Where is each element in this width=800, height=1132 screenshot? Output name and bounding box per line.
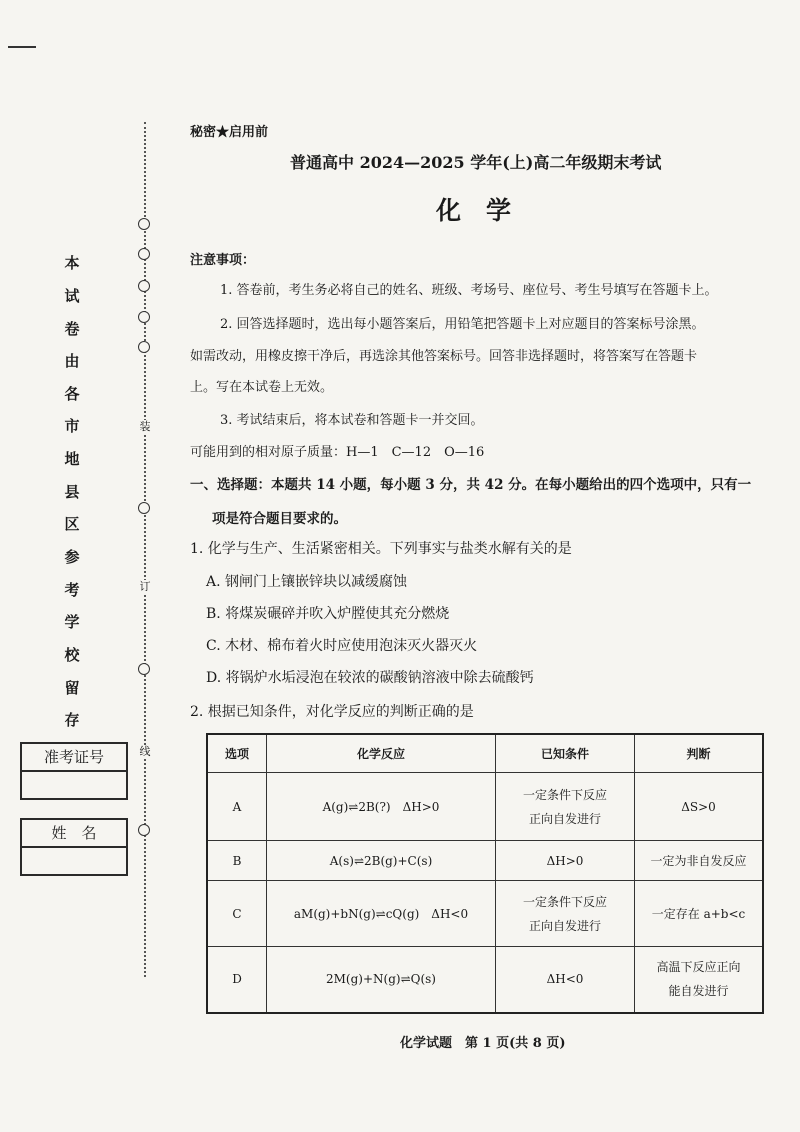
row-reaction: aM(g)+bN(g)⇌cQ(g) ΔH<0 — [267, 881, 496, 947]
q1-option-d: D. 将锅炉水垢浸泡在较浓的碳酸钠溶液中除去硫酸钙 — [206, 670, 534, 686]
subject-title: 化 学 — [436, 196, 512, 225]
row-condition: ΔH>0 — [496, 841, 635, 881]
note-2-cont: 如需改动，用橡皮擦干净后，再选涂其他答案标号。回答非选择题时，将答案写在答题卡 — [190, 349, 698, 364]
condition-line: 一定条件下反应 — [522, 894, 607, 909]
notice-char: 区 — [64, 515, 80, 533]
condition-line: 一定条件下反应 — [522, 787, 607, 802]
notice-char: 由 — [64, 352, 80, 370]
section1-title-cont: 项是符合题目要求的。 — [212, 511, 347, 527]
row-reaction: A(g)⇌2B(?) ΔH>0 — [267, 773, 496, 841]
q2-stem: 2. 根据已知条件，对化学反应的判断正确的是 — [190, 704, 474, 720]
binding-hole — [138, 502, 150, 514]
exam-id-box[interactable] — [20, 742, 128, 800]
row-judgement: 一定为非自发反应 — [635, 841, 764, 881]
col-judgement: 判断 — [635, 734, 764, 773]
q2-table — [206, 733, 764, 1014]
table-header-row — [207, 734, 763, 773]
notice-char: 各 — [64, 385, 80, 403]
q1-option-b: B. 将煤炭碾碎并吹入炉膛使其充分燃烧 — [206, 606, 450, 622]
row-option: A — [207, 773, 267, 841]
atomic-mass: 可能用到的相对原子质量：H—1 C—12 O—16 — [190, 445, 485, 460]
col-option: 选项 — [207, 734, 267, 773]
secret-label: 秘密★启用前 — [190, 125, 269, 140]
row-option: B — [207, 841, 267, 881]
name-label: 姓 名 — [22, 820, 126, 848]
note-2-end: 上。写在本试卷上无效。 — [190, 380, 334, 395]
q1-stem: 1. 化学与生产、生活紧密相关。下列事实与盐类水解有关的是 — [190, 541, 572, 557]
q1-option-a: A. 钢闸门上镶嵌锌块以减缓腐蚀 — [206, 574, 408, 590]
q1-option-c: C. 木材、棉布着火时应使用泡沫灭火器灭火 — [206, 638, 478, 654]
binding-hole — [138, 663, 150, 675]
row-option: C — [207, 881, 267, 947]
corner-mark — [8, 46, 36, 48]
exam-title: 普通高中 2024—2025 学年(上)高二年级期末考试 — [290, 153, 662, 172]
row-judgement — [635, 947, 764, 1013]
table-row — [207, 881, 763, 947]
name-box[interactable] — [20, 818, 128, 876]
binding-hole — [138, 341, 150, 353]
binding-hole — [138, 311, 150, 323]
binding-char-xian: 线 — [139, 745, 151, 758]
condition-line: 正向自发进行 — [528, 811, 601, 826]
section1-title: 一、选择题：本题共 14 小题，每小题 3 分，共 42 分。在每小题给出的四个选项中，只有一 — [190, 477, 752, 493]
note-2: 2. 回答选择题时，选出每小题答案后，用铅笔把答题卡上对应题目的答案标号涂黑。 — [220, 317, 705, 332]
notice-char: 参 — [64, 548, 80, 566]
row-reaction: 2M(g)+N(g)⇌Q(s) — [267, 947, 496, 1013]
note-3: 3. 考试结束后，将本试卷和答题卡一并交回。 — [220, 413, 484, 428]
binding-hole — [138, 824, 150, 836]
notice-char: 留 — [64, 679, 80, 697]
table-row — [207, 947, 763, 1013]
notice-char: 市 — [64, 417, 80, 435]
row-option: D — [207, 947, 267, 1013]
notice-char: 校 — [64, 646, 80, 664]
notice-char: 本 — [64, 254, 80, 272]
binding-hole — [138, 218, 150, 230]
page-footer: 化学试题 第 1 页(共 8 页) — [400, 1036, 566, 1051]
notice-char: 存 — [64, 711, 80, 729]
binding-hole — [138, 280, 150, 292]
condition-line: 正向自发进行 — [528, 918, 601, 933]
notice-char: 学 — [64, 613, 80, 631]
col-condition: 已知条件 — [496, 734, 635, 773]
col-reaction: 化学反应 — [267, 734, 496, 773]
notice-char: 县 — [64, 483, 80, 501]
notice-char: 卷 — [64, 320, 80, 338]
binding-char-ding: 订 — [139, 580, 151, 593]
notice-char: 地 — [64, 450, 80, 468]
notice-char: 考 — [64, 581, 80, 599]
row-reaction: A(s)⇌2B(g)+C(s) — [267, 841, 496, 881]
row-judgement: 一定存在 a+b<c — [635, 881, 764, 947]
notes-heading: 注意事项： — [190, 253, 256, 268]
binding-hole — [138, 248, 150, 260]
judgement-line: 能自发进行 — [668, 984, 729, 999]
row-condition — [496, 773, 635, 841]
row-condition: ΔH<0 — [496, 947, 635, 1013]
binding-char-zhuang: 装 — [139, 420, 151, 433]
judgement-line: 高温下反应正向 — [656, 960, 741, 975]
exam-id-label: 准考证号 — [22, 744, 126, 772]
notice-char: 试 — [64, 287, 80, 305]
table-row — [207, 773, 763, 841]
note-1: 1. 答卷前，考生务必将自己的姓名、班级、考场号、座位号、考生号填写在答题卡上。 — [220, 283, 718, 298]
row-judgement: ΔS>0 — [635, 773, 764, 841]
row-condition — [496, 881, 635, 947]
table-row — [207, 841, 763, 881]
